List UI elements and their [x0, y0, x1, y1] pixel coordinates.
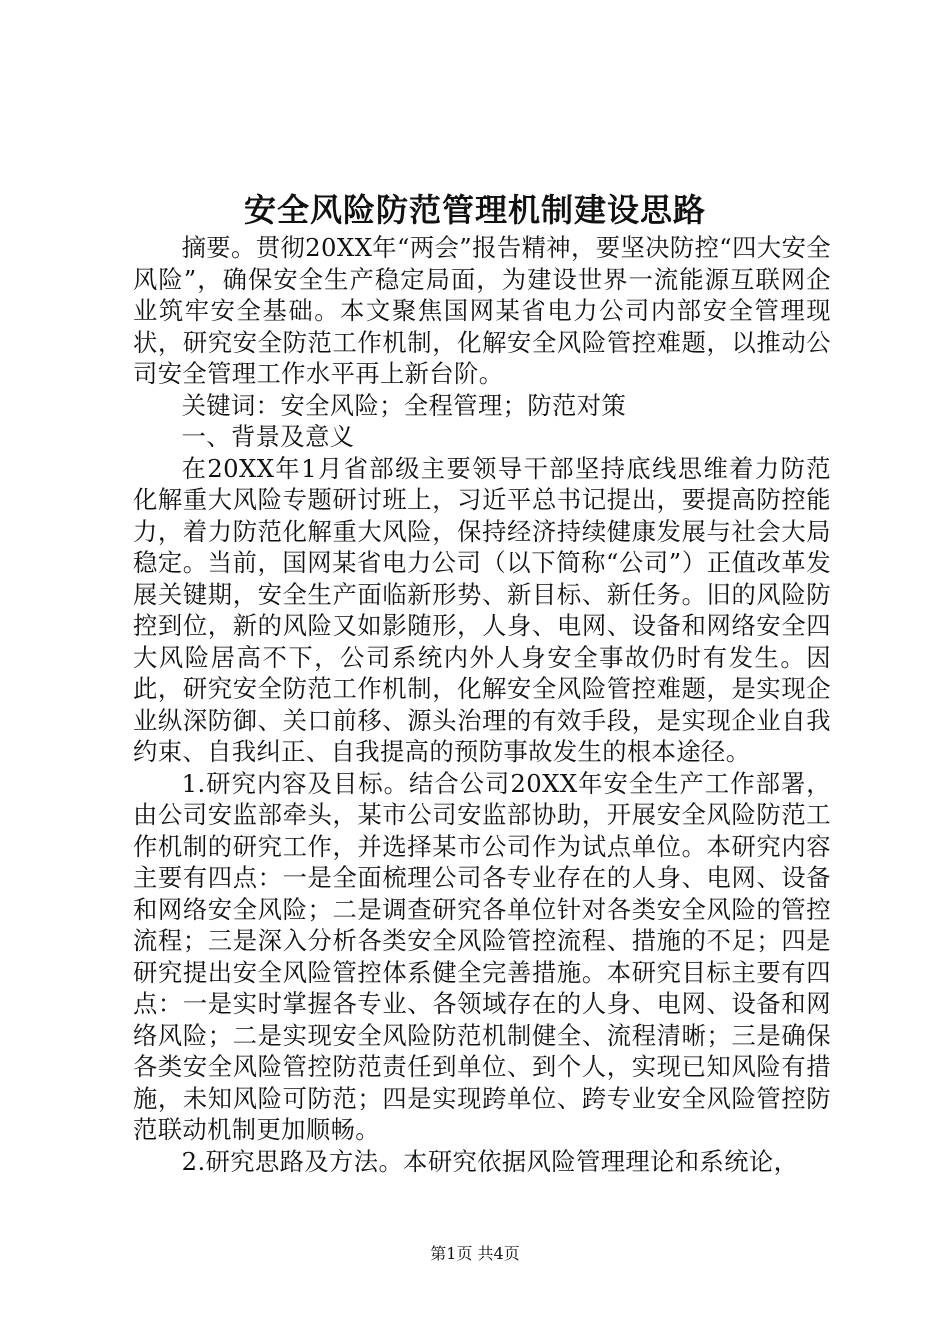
keywords-paragraph: 关键词：安全风险；全程管理；防范对策 — [181, 390, 627, 420]
document-title: 安全风险防范管理机制建设思路 — [243, 191, 706, 229]
abstract-paragraph: 摘要。贯彻20XX年“两会”报告精神，要坚决防控“四大安全风险”，确保安全生产稳定局面，为建设世界一流能源互联网企业筑牢安全基础。本文聚焦国网某省电力公司内部安全管理现状，研究安全防范工作机制，化解安全风险管控难题，以推动公司安全管理工作水平再上新台阶。 — [133, 233, 831, 388]
document-body — [133, 232, 831, 1177]
section-heading: 一、背景及意义 — [181, 422, 355, 451]
research-content-paragraph: 1.研究内容及目标。结合公司20XX年安全生产工作部署，由公司安监部牵头，某市公司安监部协助，开展安全风险防范工作机制的研究工作，并选择某市公司作为试点单位。本研究内容主要有四点：一是全面梳理公司各专业存在的人身、电网、设备和网络安全风险；二是调查研究各单位针对各类安全风险的管控流程；三是深入分析各类安全风险管控流程、措施的不足；四是研究提出安全风险管控体系健全完善措施。本研究目标主要有四点：一是实时掌握各专业、各领域存在的人身、电网、设备和网络风险；二是实现安全风险防范机制健全、流程清晰；三是确保各类安全风险管控防范责任到单位、到个人，实现已知风险有措施，未知风险可防范；四是实现跨单位、跨专业安全风险管控防范联动机制更加顺畅。 — [133, 768, 831, 1144]
research-method-paragraph: 2.研究思路及方法。本研究依据风险管理理论和系统论， — [181, 1146, 799, 1176]
background-paragraph: 在20XX年1月省部级主要领导干部坚持底线思维着力防范化解重大风险专题研讨班上，习近平总书记提出，要提高防控能力，着力防范化解重大风险，保持经济持续健康发展与社会大局稳定。当前，国网某省电力公司（以下简称“公司”）正值改革发展关键期，安全生产面临新形势、新目标、新任务。旧的风险防控到位，新的风险又如影随形，人身、电网、设备和网络安全四大风险居高不下，公司系统内外人身安全事故仍时有发生。因此，研究安全防范工作机制，化解安全风险管控难题，是实现企业纵深防御、关口前移、源头治理的有效手段，是实现企业自我约束、自我纠正、自我提高的预防事故发生的根本途径。 — [133, 453, 831, 766]
page-footer: 第1页 共4页 — [430, 1244, 520, 1263]
